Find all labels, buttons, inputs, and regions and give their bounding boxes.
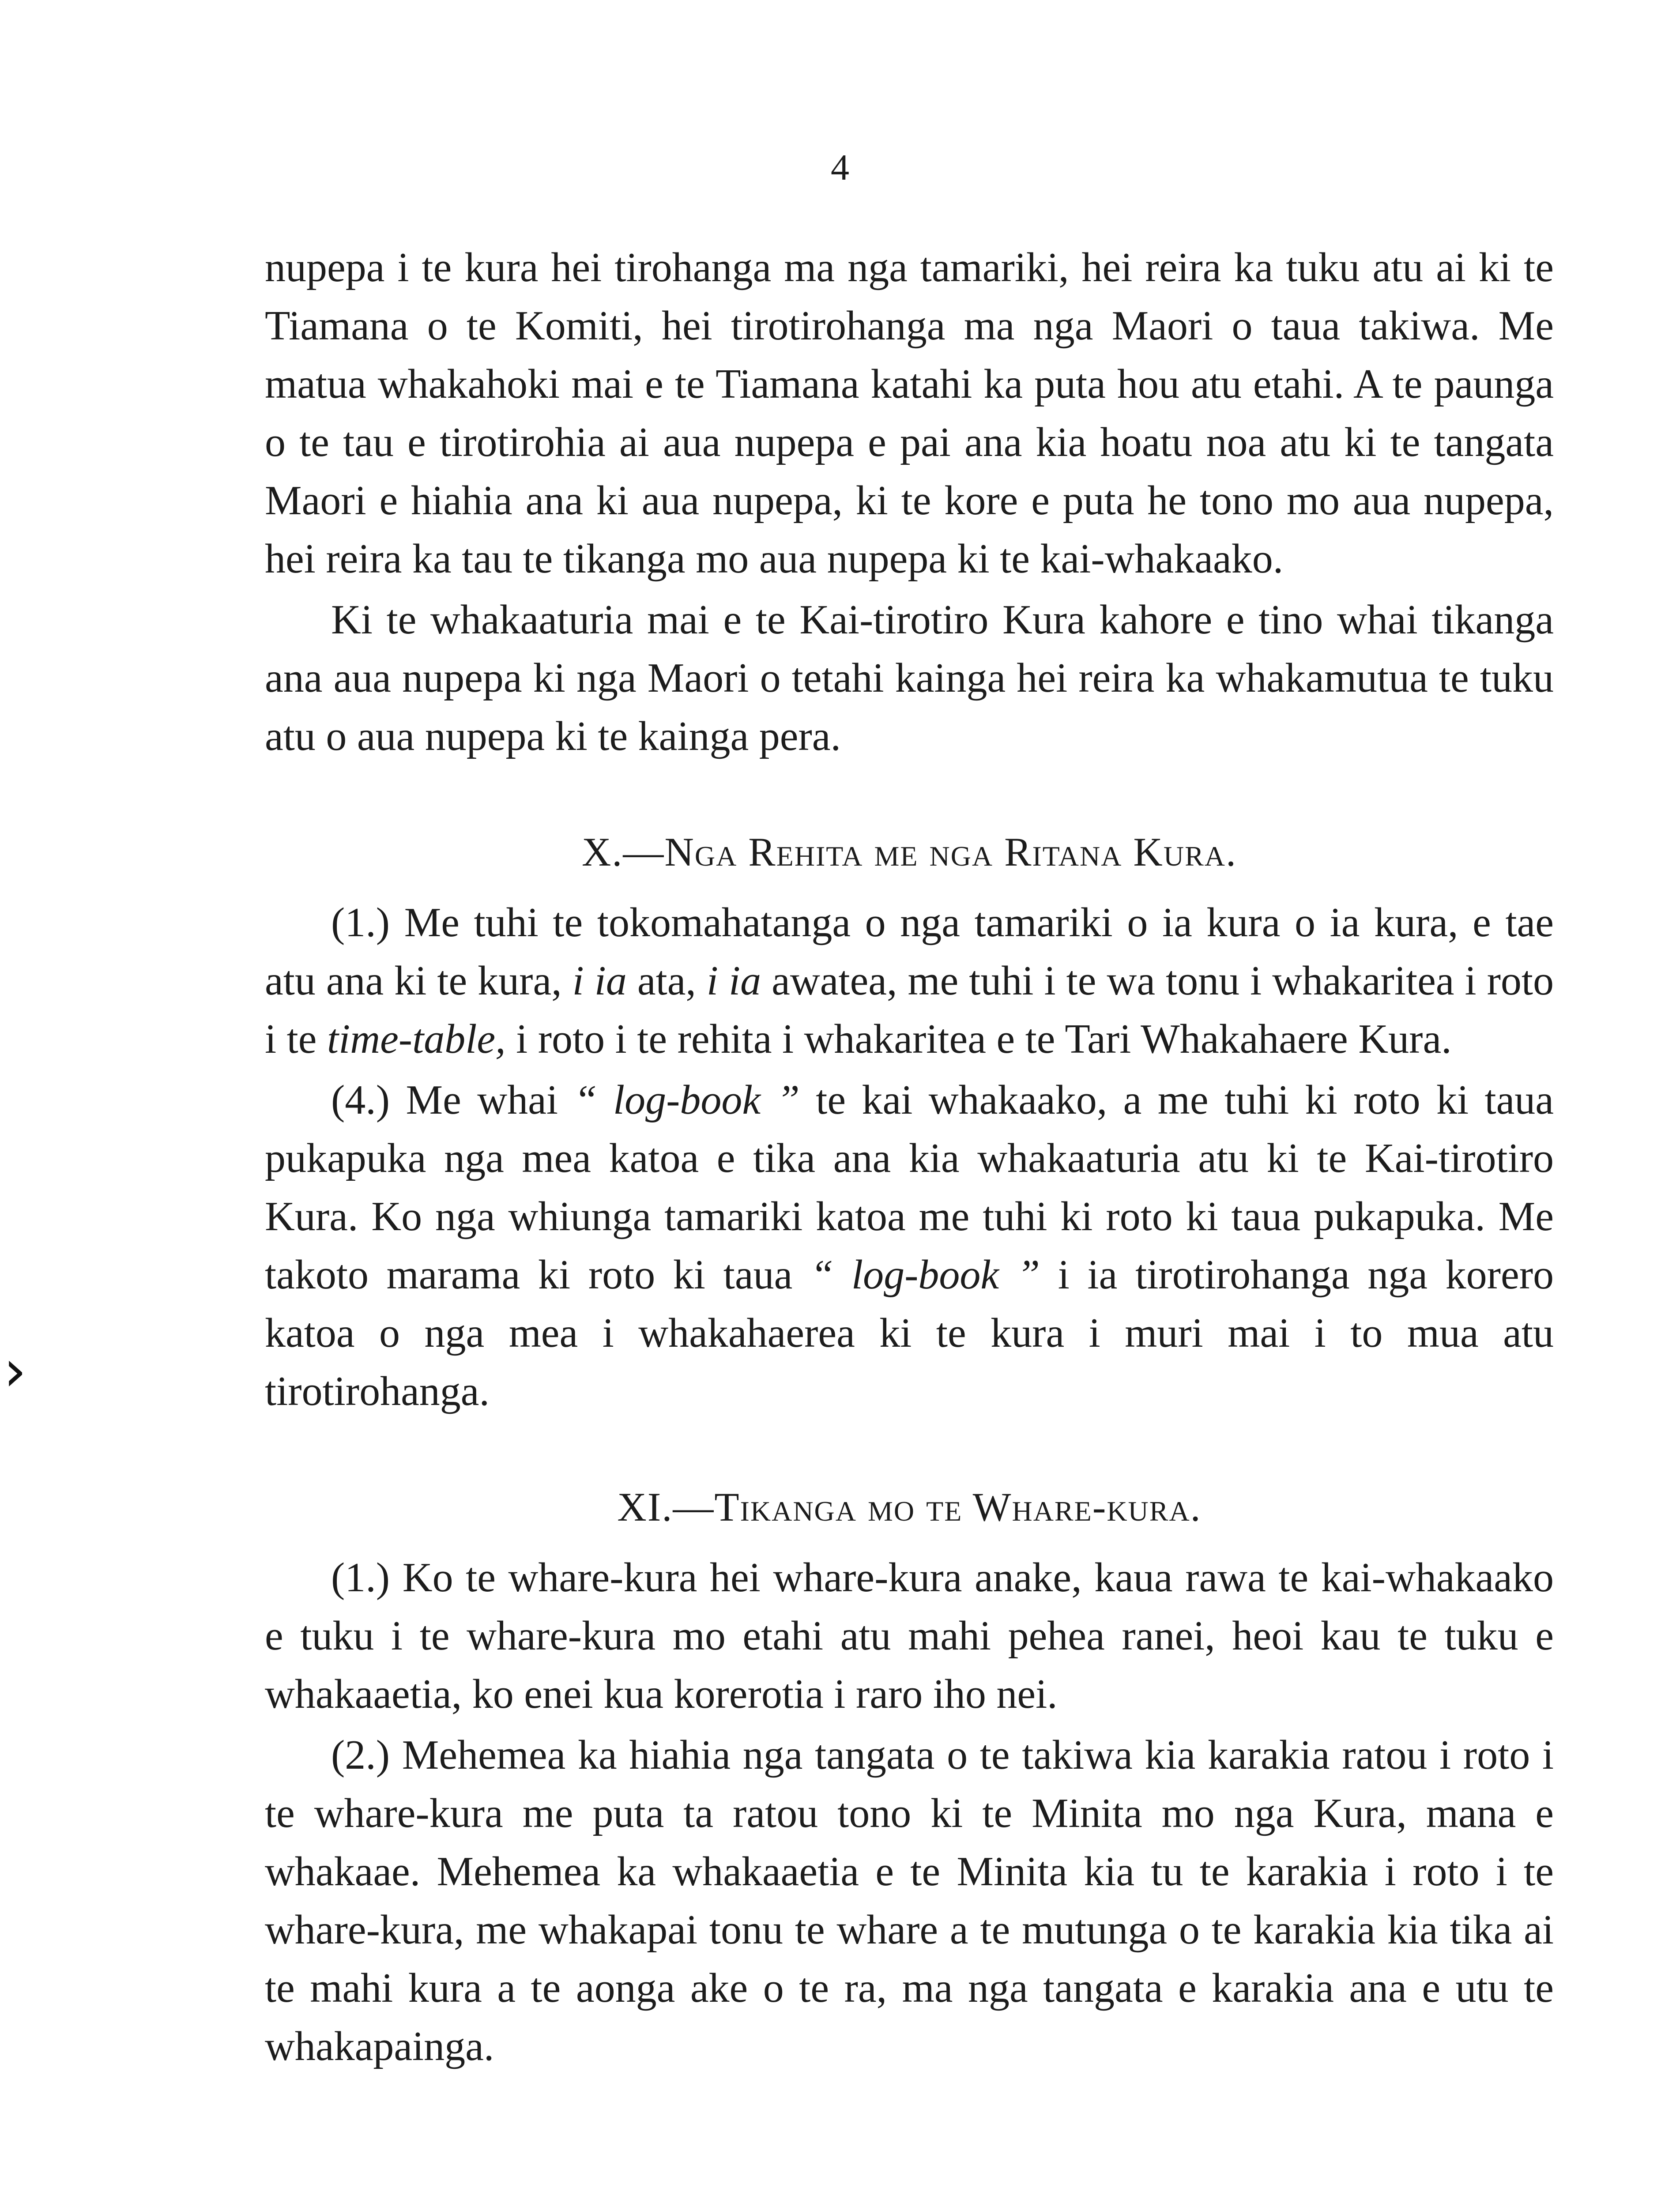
item-emphasis: “ log-book ” bbox=[574, 1077, 800, 1123]
section-x-item-1 bbox=[265, 893, 1554, 1068]
page-body bbox=[265, 238, 1554, 2075]
section-xi-item-2 bbox=[265, 1726, 1554, 2075]
section-x-item-4 bbox=[265, 1071, 1554, 1420]
item-text: i roto i te rehita i whakaritea e te Tari Whakahaere Kura. bbox=[516, 1016, 1452, 1062]
item-text: Ko te whare-kura hei whare-kura anake, kaua rawa te kai-whakaako e tuku i te whare-kura mo etahi atu mahi pehea ranei, heoi kau te tuku e whakaaetia, ko enei kua korerotia i raro iho nei. bbox=[265, 1555, 1554, 1717]
item-emphasis: time-table, bbox=[327, 1016, 506, 1062]
section-x-heading: X.—Nga Rehita me nga Ritana Kura. bbox=[581, 829, 1237, 874]
section-xi-item-1 bbox=[265, 1548, 1554, 1723]
page-number: 4 bbox=[831, 147, 849, 188]
item-text: awatea, me tuhi i te wa tonu i whakaritea i roto i te bbox=[265, 958, 1554, 1062]
paragraph-inspector: Ki te whakaaturia mai e te Kai-tirotiro Kura kahore e tino whai tikanga ana aua nupepa ki nga Maori o tetahi kainga hei reira ka whakamutua te tuku atu o aua nupepa ki te kainga pera. bbox=[265, 597, 1554, 759]
item-number: (1.) bbox=[331, 1555, 390, 1601]
item-number: (4.) bbox=[331, 1077, 390, 1123]
item-emphasis: i ia bbox=[706, 958, 761, 1004]
section-xi-heading: XI.—Tikanga mo te Whare-kura. bbox=[617, 1484, 1202, 1529]
margin-arrow-icon: › bbox=[4, 1337, 26, 1404]
item-number: (1.) bbox=[331, 900, 390, 945]
paragraph-continued: nupepa i te kura hei tirohanga ma nga tamariki, hei reira ka tuku atu ai ki te Tiamana o te Komiti, hei tirotirohanga ma nga Maori o taua takiwa. Me matua whakahoki mai e te Tiamana katahi ka puta hou atu etahi. A te paunga o te tau e tirotirohia ai aua nupepa e pai ana kia hoatu noa atu ki te tangata Maori e hiahia ana ki aua nupepa, ki te kore e puta he tono mo aua nupepa, hei reira ka tau te tikanga mo aua nupepa ki te kai-whakaako. bbox=[265, 245, 1554, 582]
item-text: Mehemea ka hiahia nga tangata o te takiwa kia karakia ratou i roto i te whare-kura me puta ta ratou tono ki te Minita mo nga Kura, mana e whakaae. Mehemea ka whakaaetia e te Minita kia tu te karakia i roto i te whare-kura, me whakapai tonu te whare a te mutunga o te karakia kia tika ai te mahi kura a te aonga ake o te ra, ma nga tangata e karakia ana e utu te whakapainga. bbox=[265, 1732, 1554, 2069]
item-text: te kai whakaako, a me tuhi ki roto ki taua pukapuka nga mea katoa e tika ana kia whakaaturia atu ki te Kai-tirotiro Kura. Ko nga whiunga tamariki katoa me tuhi ki roto ki taua pukapuka. Me takoto marama ki roto ki taua bbox=[265, 1077, 1554, 1298]
item-text: ata, bbox=[637, 958, 696, 1004]
item-text: Me tuhi te tokomahatanga o nga tamariki o ia kura o ia kura, e tae atu ana ki te kura, bbox=[265, 900, 1554, 1004]
item-emphasis: i ia bbox=[572, 958, 627, 1004]
item-text: Me whai bbox=[406, 1077, 558, 1123]
item-emphasis: “ log-book ” bbox=[810, 1252, 1040, 1298]
item-number: (2.) bbox=[331, 1732, 390, 1778]
item-text: i ia tirotirohanga nga korero katoa o nga mea i whakahaerea ki te kura i muri mai i to mua atu tirotirohanga. bbox=[265, 1252, 1554, 1414]
